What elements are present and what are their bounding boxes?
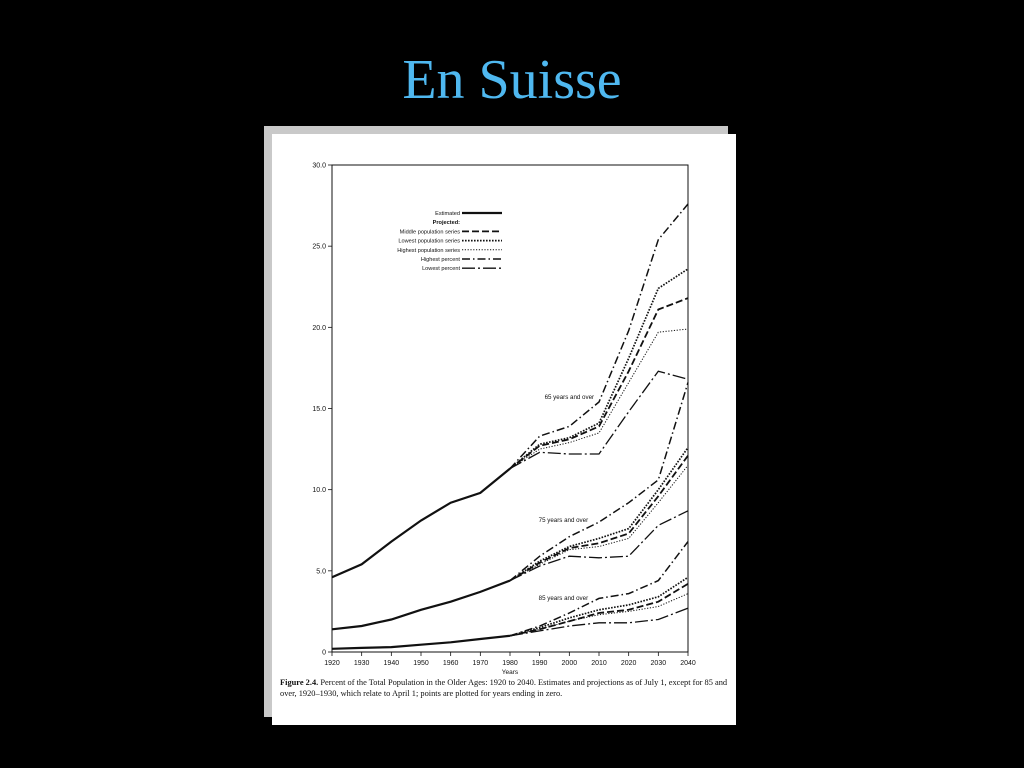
series-dashdot-line [510, 204, 688, 469]
plot-frame [332, 165, 688, 652]
line-chart [272, 134, 736, 674]
legend-label: Lowest percent [422, 266, 460, 273]
y-tick-label: 15.0 [312, 406, 326, 413]
x-tick-label: 2020 [620, 660, 637, 667]
series-dotted-heavy-line [510, 448, 688, 581]
series-longdashdot-line [510, 371, 688, 468]
legend-label: Highest percent [420, 257, 460, 263]
x-axis-label: Years [501, 669, 519, 674]
figure-page [272, 134, 736, 725]
x-tick-label: 1940 [383, 660, 400, 667]
x-tick-label: 1920 [324, 660, 340, 667]
caption-text: Percent of the Total Population in the Older Ages: 1920 to 2040. Estimates and projections as of July 1, except for 85 and over, 1920–1930, which relate to April 1; points are plotted for years ending in zero. [280, 678, 728, 698]
legend-label: Lowest population series [398, 238, 460, 245]
x-tick-label: 1990 [531, 660, 548, 667]
series-dashdot-line [510, 542, 688, 636]
slide-title: En Suisse [402, 49, 622, 111]
series-dashed-line [510, 456, 688, 581]
y-tick-label: 5.0 [316, 568, 326, 576]
legend-label: Highest population series [397, 247, 460, 254]
x-tick-label: 2040 [680, 660, 696, 667]
group-annotation: 85 years and over [538, 595, 589, 603]
series-dotted-heavy-line [510, 577, 688, 636]
x-tick-label: 2010 [591, 660, 607, 667]
series-estimated-line [332, 581, 510, 630]
x-tick-label: 2000 [561, 660, 578, 667]
series-dashed-line [510, 298, 688, 469]
series-dotted-heavy-line [510, 269, 688, 469]
figure-caption [280, 678, 728, 699]
y-tick-label: 10.0 [312, 487, 326, 495]
x-tick-label: 2030 [650, 660, 667, 667]
legend-heading: Projected: [432, 220, 460, 227]
x-tick-label: 1930 [353, 660, 370, 667]
legend-label: Middle population series [399, 229, 460, 236]
y-tick-label: 25.0 [312, 243, 326, 251]
x-tick-label: 1970 [472, 660, 489, 667]
legend-label: Estimated [435, 211, 460, 217]
y-tick-label: 20.0 [312, 324, 326, 332]
y-tick-label: 30.0 [312, 162, 326, 170]
x-tick-label: 1980 [502, 660, 518, 667]
y-tick-label: 0 [322, 649, 326, 657]
caption-label: Figure 2.4. [280, 678, 319, 687]
group-annotation: 75 years and over [538, 517, 589, 525]
x-tick-label: 1950 [413, 660, 429, 667]
series-dotted-light-line [510, 465, 688, 580]
series-estimated-line [332, 469, 510, 578]
series-dashdot-line [510, 383, 688, 581]
series-estimated-line [332, 636, 510, 649]
series-longdashdot-line [510, 511, 688, 581]
group-annotation: 65 years and over [544, 393, 595, 401]
x-tick-label: 1960 [442, 660, 459, 667]
